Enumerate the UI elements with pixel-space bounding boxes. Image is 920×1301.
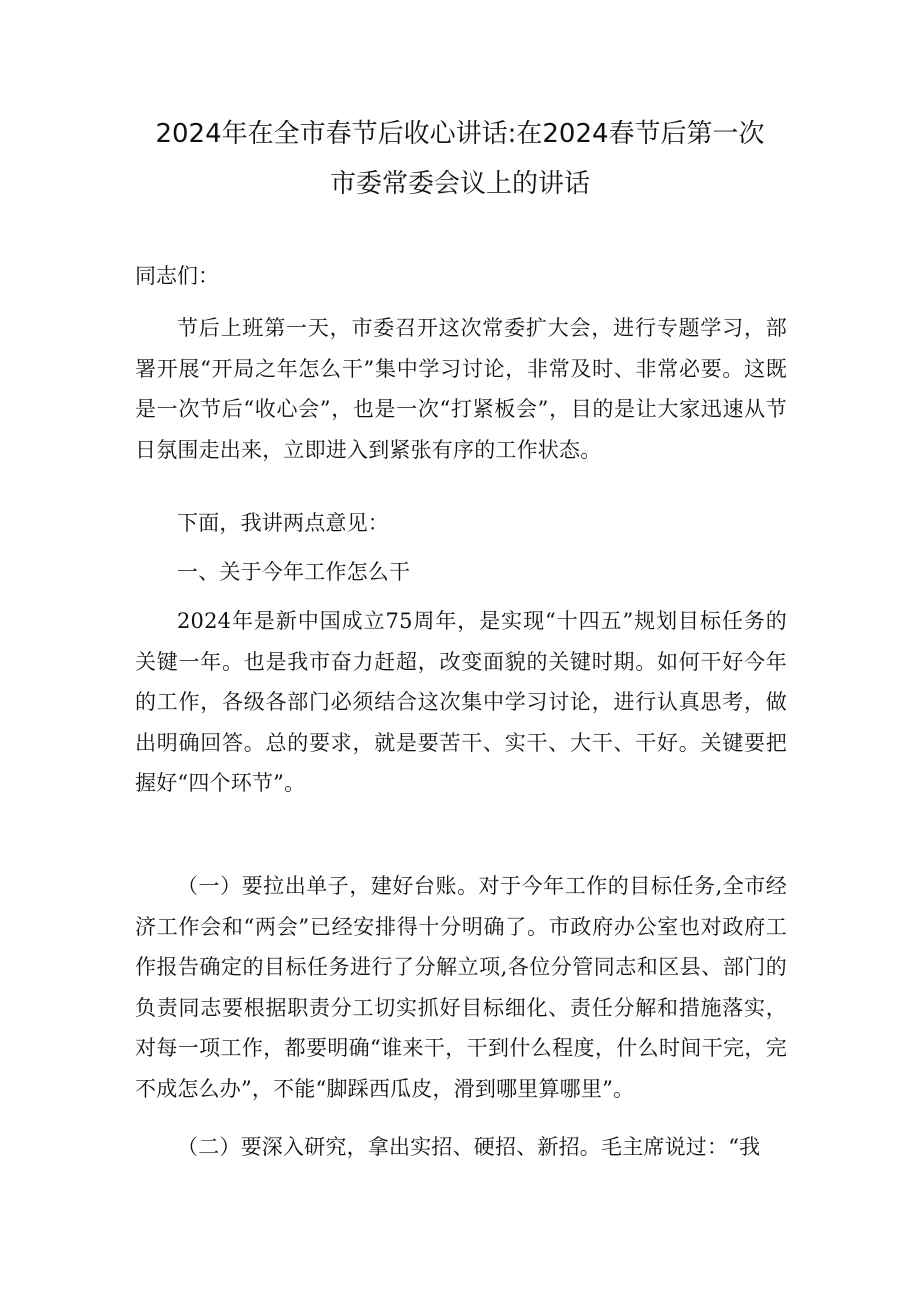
- paragraph-opening: 节后上班第一天，市委召开这次常委扩大会，进行专题学习，部署开展“开局之年怎么干”集中学习讨论，非常及时、非常必要。这既是一次节后“收心会”，也是一次“打紧板会”，目的是让大家迅速从节日氛围走出来，立即进入到紧张有序的工作状态。: [135, 316, 787, 462]
- paragraph-intro-points: 下面，我讲两点意见：: [177, 511, 389, 535]
- document-title-line-2: 市委常委会议上的讲话: [329, 169, 590, 199]
- paragraph-point-2: （二）要深入研究，拿出实招、硬招、新招。毛主席说过：“我: [177, 1135, 761, 1159]
- paragraph-point-1: （一）要拉出单子，建好台账。对于今年工作的目标任务,全市经济工作会和“两会”已经安排得十分明确了。市政府办公室也对政府工作报告确定的目标任务进行了分解立项,各位分管同志和区县、部门的负责同志要根据职责分工切实抓好目标细化、责任分解和措施落实，对每一项工作，都要明确“谁来干，干到什么程度，什么时间干完，完不成怎么办”，不能“脚踩西瓜皮，滑到哪里算哪里”。: [135, 874, 787, 1101]
- salutation: 同志们：: [135, 264, 219, 288]
- section-heading-1: 一、关于今年工作怎么干: [177, 560, 411, 584]
- document-title-line-1: 2024年在全市春节后收心讲话:在2024春节后第一次: [155, 119, 765, 149]
- paragraph-2024-overview: 2024年是新中国成立75周年，是实现“十四五”规划目标任务的关键一年。也是我市奋力赶超，改变面貌的关键时期。如何干好今年的工作，各级各部门必须结合这次集中学习讨论，进行认真思考，做出明确回答。总的要求，就是要苦干、实干、大干、干好。关键要把握好“四个环节”。: [135, 609, 787, 795]
